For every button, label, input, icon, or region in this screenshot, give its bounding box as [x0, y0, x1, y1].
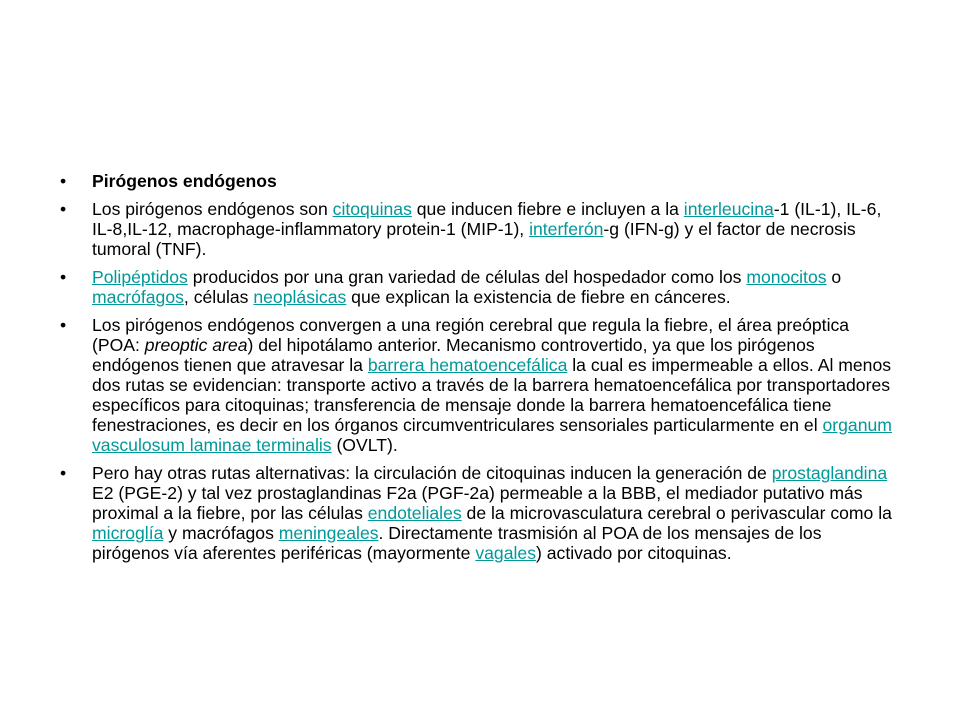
text: ) activado por citoquinas. — [536, 543, 732, 563]
link-macrofagos[interactable]: macrófagos — [92, 287, 184, 307]
text: Pero hay otras rutas alternativas: la circulación de citoquinas inducen la generación de — [92, 463, 772, 483]
bullet-item-title — [60, 171, 900, 191]
bullet-list — [60, 171, 900, 571]
link-vagales[interactable]: vagales — [475, 543, 536, 563]
bullet-dot: • — [60, 171, 67, 191]
text: ) del hipotálamo anterior. Mecanismo controvertido, ya que los pirógenos endógenos tienen que atravesar la — [92, 335, 815, 375]
bullet-dot: • — [60, 463, 67, 483]
bullet-dot: • — [60, 267, 67, 287]
link-neoplasicas[interactable]: neoplásicas — [253, 287, 347, 307]
bullet-dot: • — [60, 199, 67, 219]
link-citoquinas[interactable]: citoquinas — [332, 199, 412, 219]
bullet-item-definition — [60, 199, 900, 259]
link-interleucina[interactable]: interleucina — [683, 199, 774, 219]
link-interferon[interactable]: interferón — [529, 219, 604, 239]
link-microglia[interactable]: microglía — [92, 523, 164, 543]
link-polipeptidos[interactable]: Polipéptidos — [92, 267, 188, 287]
text: que explican la existencia de fiebre en cánceres. — [346, 287, 731, 307]
bullet-dot: • — [60, 315, 67, 335]
text: Los pirógenos endógenos son — [92, 199, 333, 219]
text: , células — [183, 287, 254, 307]
bullet-item-rutas — [60, 463, 900, 563]
link-barrera-hematoencefalica[interactable]: barrera hematoencefálica — [367, 355, 568, 375]
link-meningeales[interactable]: meningeales — [278, 523, 379, 543]
section-title: Pirógenos endógenos — [92, 171, 277, 191]
link-organum-vasculosum[interactable]: organum vasculosum laminae terminalis — [92, 415, 892, 455]
text: producidos por una gran variedad de células del hospedador como los — [187, 267, 747, 287]
text: -g (IFN-g) y el factor de necrosis tumoral (TNF). — [92, 219, 856, 259]
text: o — [826, 267, 842, 287]
text: y macrófagos — [163, 523, 279, 543]
text: -1 (IL-1), IL-6, IL-8,IL-12, macrophage-inflammatory protein-1 (MIP-1), — [92, 199, 882, 239]
italic-text: preoptic area — [144, 335, 248, 355]
text: de la microvasculatura cerebral o perivascular como la — [461, 503, 892, 523]
text: que inducen fiebre e incluyen a la — [411, 199, 684, 219]
text: la cual es impermeable a ellos. Al menos dos rutas se evidencian: transporte activo a través de la barrera hematoencefálica por transportadores específicos para citoquinas; transferencia de mensaje donde la barrera hematoencefálica tiene fenestraciones, es decir en los órganos circumventriculares sensoriales particularmente en el — [92, 355, 892, 435]
text: (OVLT). — [331, 435, 398, 455]
link-monocitos[interactable]: monocitos — [746, 267, 827, 287]
bullet-item-polipeptidos — [60, 267, 900, 307]
text: . Directamente trasmisión al POA de los mensajes de los pirógenos vía aferentes periféricas (mayormente — [92, 523, 822, 563]
link-prostaglandina[interactable]: prostaglandina — [771, 463, 888, 483]
text: Los pirógenos endógenos convergen a una región cerebral que regula la fiebre, el área preóptica (POA: — [92, 315, 850, 355]
link-endoteliales[interactable]: endoteliales — [367, 503, 462, 523]
text: E2 (PGE-2) y tal vez prostaglandinas F2a (PGF-2a) permeable a la BBB, el mediador putativo más proximal a la fiebre, por las células — [92, 483, 863, 523]
bullet-item-poa — [60, 315, 900, 455]
